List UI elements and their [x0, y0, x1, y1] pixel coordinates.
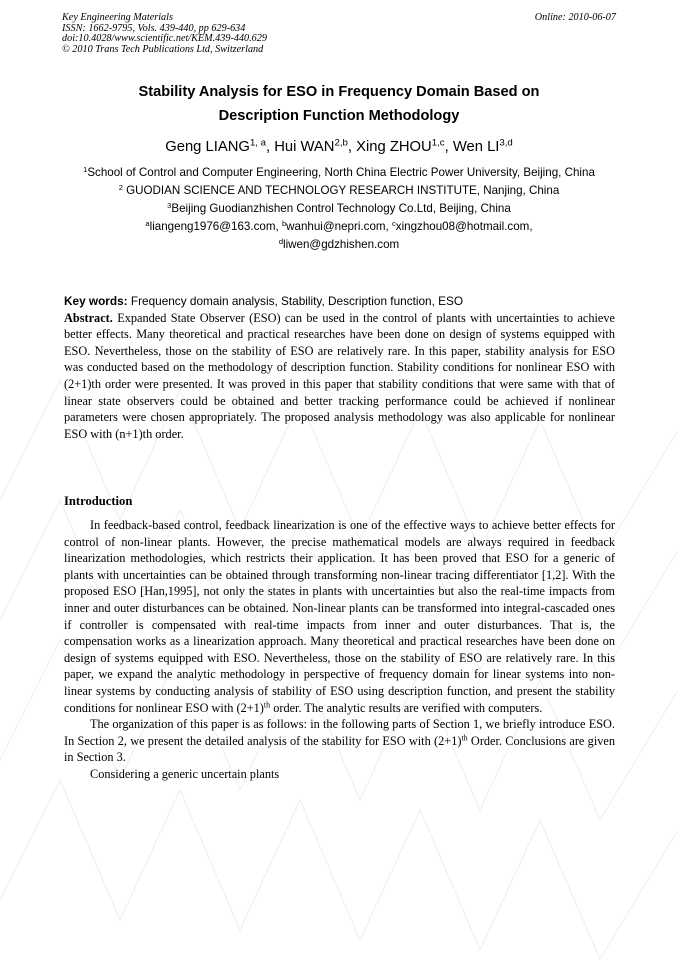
section-heading-introduction: Introduction [64, 494, 133, 508]
author-separator: , [347, 139, 357, 155]
author-name: Wen LI [452, 139, 500, 155]
email-address[interactable]: wanhui@nepri.com, [286, 220, 392, 233]
affiliations [70, 164, 608, 254]
author-separator: , [444, 139, 453, 155]
running-header [62, 13, 616, 55]
affiliation-2 [70, 182, 608, 200]
paragraph: Considering a generic uncertain plants [90, 766, 280, 781]
email-mark: b [281, 218, 287, 228]
superscript: th [263, 700, 271, 710]
author-list [60, 137, 618, 157]
title-line-2: Description Function Methodology [218, 108, 460, 124]
keywords-text: Frequency domain analysis, Stability, Description function, ESO [127, 294, 464, 308]
author-affil-mark: 2,b [334, 137, 348, 149]
email-address[interactable]: liwen@gdzhishen.com [283, 238, 400, 251]
email-mark: a [145, 218, 150, 228]
affiliation-1 [70, 164, 608, 182]
abstract-label: Abstract. [64, 310, 113, 325]
author-name: Geng LIANG [165, 139, 250, 155]
paper-title [60, 80, 618, 128]
title-line-1: Stability Analysis for ESO in Frequency Domain Based on [138, 84, 540, 100]
paragraph-text: order. The analytic results are verified with computers. [270, 700, 543, 715]
paragraph [64, 517, 615, 716]
doi-line: doi:10.4028/www.scientific.net/KEM.439-440.629 [62, 33, 267, 45]
email-address[interactable]: liangeng1976@163.com, [149, 220, 282, 233]
affil-text: School of Control and Computer Engineering, North China Electric Power University, Beijing, China [87, 166, 595, 179]
issn-line: ISSN: 1662-9795, Vols. 439-440, pp 629-634 [62, 22, 246, 34]
abstract-block [64, 293, 615, 442]
affil-text: Beijing Guodianzhishen Control Technology Co.Ltd, Beijing, China [171, 202, 511, 215]
paragraph-text: In feedback-based control, feedback linearization is one of the effective ways to achieve better effects for control of non-linear plants. However, the precise mathematical models are always required in feedback linearization methodologies, which restricts their application. It has been proved that ESO for a generic of plants with uncertainties can be obtained through transforming non-linear tracing differentiator [1,2]. With the proposed ESO [Han,1995], not only the states in plants with uncertainties but also the real-time impacts from inner and outer disturbances can be obtained. Non-linear plants can be transformed into integral-cascaded ones if controller is compensated with real-time impacts from inner and outer disturbances. That is, the compensation works as a linearization approach. Many theoretical and practical researches have been done on design of systems equipped with ESO. Nevertheless, those on the stability of ESO are relatively rare. In this paper, we expand the analytic methodology in perspective of frequency domain for linear systems into non-linear systems by conducting analysis of stability of ESO using description function, and present the stability conditions for nonlinear ESO with (2+1) [64, 518, 615, 715]
affiliation-3 [70, 200, 608, 218]
affil-text: GUODIAN SCIENCE AND TECHNOLOGY RESEARCH INSTITUTE, Nanjing, China [122, 184, 560, 197]
keywords [64, 293, 615, 310]
paragraph-text: Order. Conclusions are given in Section 3. [64, 733, 615, 765]
journal-name: Key Engineering Materials [62, 12, 173, 23]
author-affil-mark: 3,d [499, 137, 513, 149]
affil-mark: 3 [167, 200, 172, 210]
affil-mark: 1 [83, 164, 88, 174]
author-affil-mark: 1,c [431, 137, 445, 149]
author-name: Hui WAN [274, 139, 335, 155]
author-affil-mark: 1, a [249, 137, 266, 149]
paragraph-text: The organization of this paper is as follows: in the following parts of Section 1, we briefly introduce ESO. In Section 2, we present the detailed analysis of the stability for ESO with (2+1) [64, 717, 615, 748]
email-line-2 [70, 236, 608, 254]
online-date: Online: 2010-06-07 [534, 12, 616, 23]
affil-mark: 2 [118, 182, 123, 192]
email-mark: c [392, 218, 396, 228]
introduction-body [64, 517, 615, 783]
author-name: Xing ZHOU [356, 139, 432, 155]
email-address[interactable]: xingzhou08@hotmail.com, [395, 220, 533, 233]
email-line-1 [70, 218, 608, 236]
email-mark: d [278, 236, 284, 246]
abstract [64, 310, 615, 443]
abstract-text: Expanded State Observer (ESO) can be used in the control of plants with uncertainties to achieve better effects. Many theoretical and practical researches have been done on design of systems equipped with ESO. Nevertheless, those on the stability of ESO are relatively rare. In this paper, stability analysis for ESO was conducted based on the methodology of description function. Stability conditions for nonlinear ESO with (2+1)th order were presented. It was proved in this paper that stability conditions that were same with that of linear state observers could be obtained and better tracking performance could be achieved if nonlinear parameters were chosen appropriately. The proposed analysis methodology was also applicable for nonlinear ESO with (n+1)th order. [64, 310, 615, 441]
keywords-label: Key words: [64, 294, 128, 308]
superscript: th [461, 733, 468, 743]
paragraph [64, 716, 615, 766]
author-separator: , [265, 139, 275, 155]
copyright-line: © 2010 Trans Tech Publications Ltd, Switzerland [62, 43, 264, 55]
